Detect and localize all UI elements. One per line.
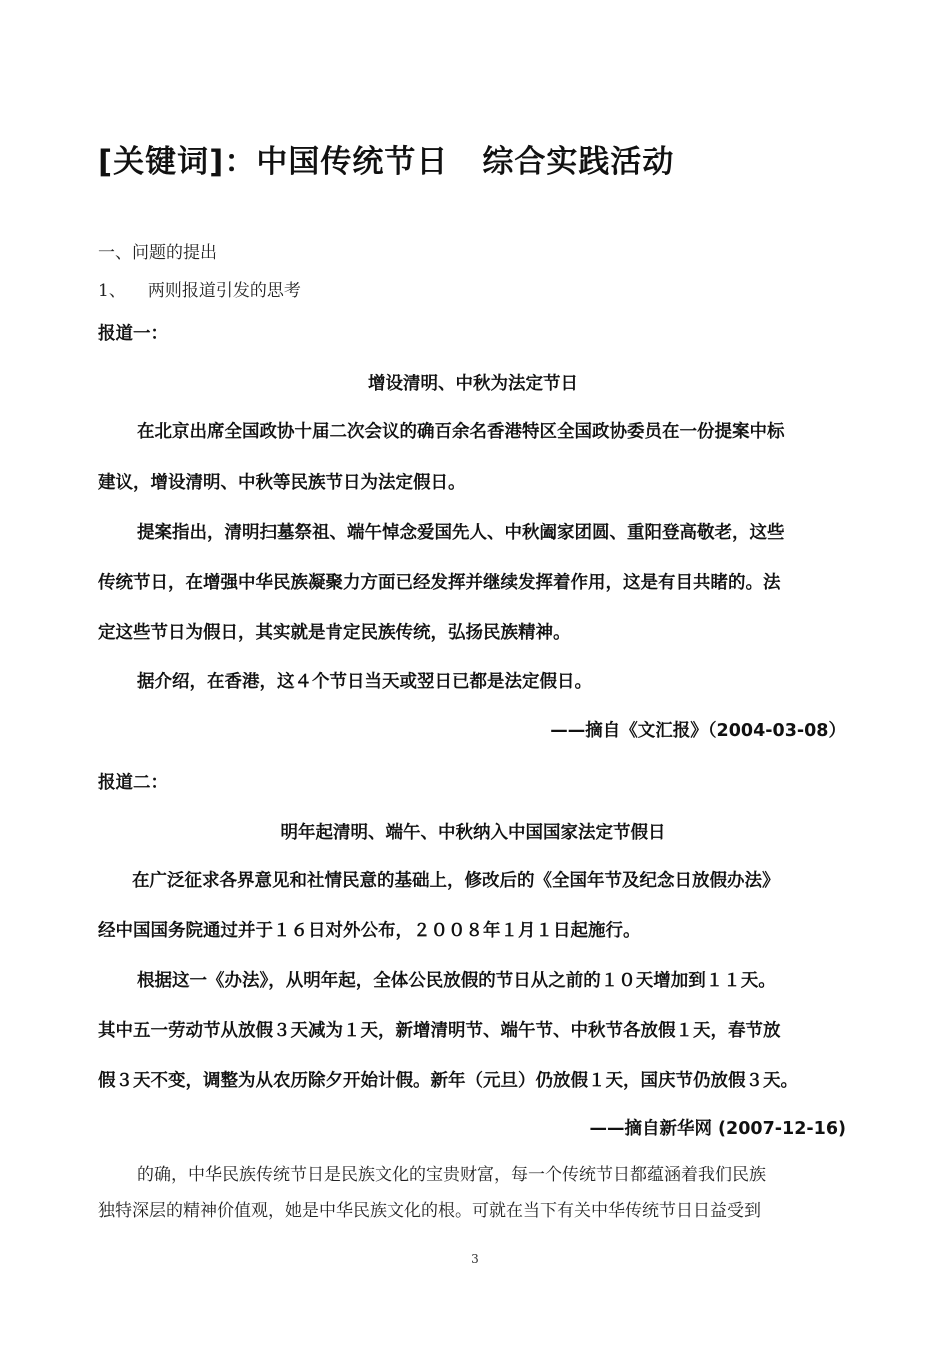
report2-source: ——摘自新华网 (2007-12-16) xyxy=(589,1119,846,1139)
report1-line-6: 据介绍，在香港，这４个节日当天或翌日已都是法定假日。 xyxy=(137,672,592,692)
report1-line-5: 定这些节日为假日，其实就是肯定民族传统，弘扬民族精神。 xyxy=(98,623,571,643)
report1-label: 报道一： xyxy=(98,324,168,344)
report2-line-4: 其中五一劳动节从放假３天减为１天，新增清明节、端午节、中秋节各放假１天，春节放 xyxy=(98,1021,781,1041)
report2-title: 明年起清明、端午、中秋纳入中国国家法定节假日 xyxy=(280,823,666,843)
keywords-term: 综合实践活动 xyxy=(482,144,675,180)
report2-line-2: 经中国国务院通过并于１６日对外公布，２００８年１月１日起施行。 xyxy=(98,921,641,941)
report1-line-1: 在北京出席全国政协十届二次会议的确百余名香港特区全国政协委员在一份提案中标 xyxy=(137,422,785,442)
report1-line-2: 建议，增设清明、中秋等民族节日为法定假日。 xyxy=(98,473,466,493)
page-number: 3 xyxy=(471,1252,479,1266)
report1-line-4: 传统节日，在增强中华民族凝聚力方面已经发挥并继续发挥着作用，这是有目共睹的。法 xyxy=(98,573,781,593)
closing-line-2: 独特深层的精神价值观，她是中华民族文化的根。可就在当下有关中华传统节日日益受到 xyxy=(98,1201,761,1221)
subsection-text: 两则报道引发的思考 xyxy=(147,281,301,301)
keywords-label: [关键词]：中国传统节日 xyxy=(98,144,449,180)
section-heading: 一、问题的提出 xyxy=(98,243,217,263)
report1-source: ——摘自《文汇报》（2004-03-08） xyxy=(550,721,846,741)
report1-line-3: 提案指出，清明扫墓祭祖、端午悼念爱国先人、中秋阖家团圆、重阳登高敬老，这些 xyxy=(137,523,785,543)
report2-line-1: 在广泛征求各界意见和社情民意的基础上，修改后的《全国年节及纪念日放假办法》 xyxy=(132,871,780,891)
report2-line-3: 根据这一《办法》，从明年起，全体公民放假的节日从之前的１０天增加到１１天。 xyxy=(137,971,776,991)
closing-line-1: 的确，中华民族传统节日是民族文化的宝贵财富，每一个传统节日都蕴涵着我们民族 xyxy=(137,1165,766,1185)
report1-title: 增设清明、中秋为法定节日 xyxy=(368,374,578,394)
report2-label: 报道二： xyxy=(98,773,168,793)
subsection-heading xyxy=(98,276,301,301)
keywords-heading xyxy=(98,136,674,181)
subsection-number: 1、 xyxy=(98,281,126,301)
report2-line-5: 假３天不变，调整为从农历除夕开始计假。新年（元旦）仍放假１天，国庆节仍放假３天。 xyxy=(98,1071,798,1091)
